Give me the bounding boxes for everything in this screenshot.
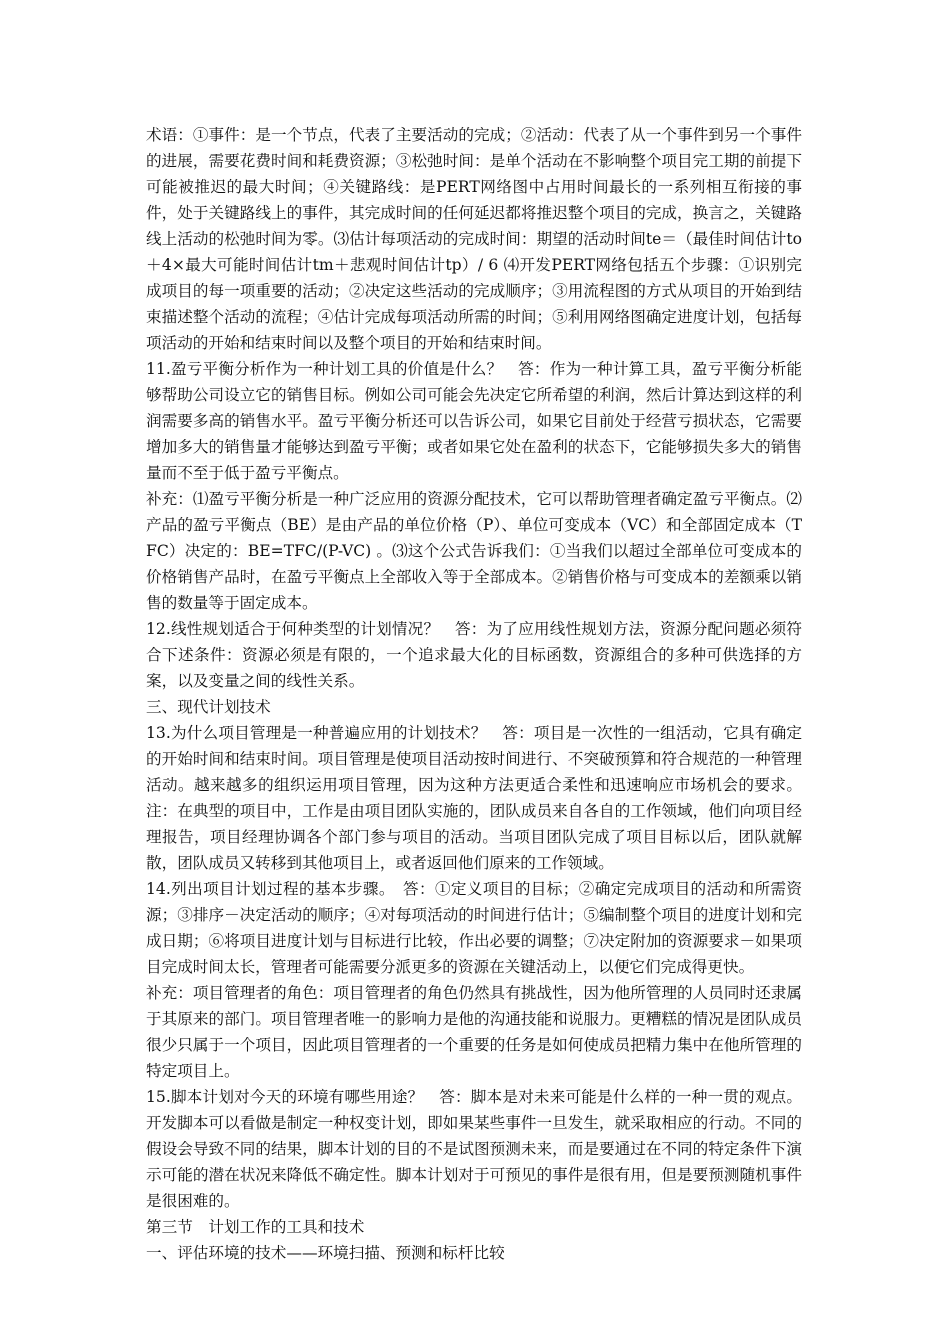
terminology-paragraph: 术语：①事件：是一个节点，代表了主要活动的完成；②活动：代表了从一个事件到另一个事件的进展，需要花费时间和耗费资源；③松弛时间：是单个活动在不影响整个项目完工期的前提下可能被推迟的最大时间；④关键路线：是PERT网络图中占用时间最长的一系列相互衔接的事件，处于关键路线上的事件，其完成时间的任何延迟都将推迟整个项目的完成，换言之，关键路线上活动的松弛时间为零。⑶估计每项活动的完成时间：期望的活动时间te＝（最佳时间估计to＋4×最大可能时间估计tm＋悲观时间估计tp）/ 6 ⑷开发PERT网络包括五个步骤：①识别完成项目的每一项重要的活动；②决定这些活动的完成顺序；③用流程图的方式从项目的开始到结束描述整个活动的流程；④估计完成每项活动所需的时间；⑤利用网络图确定进度计划，包括每项活动的开始和结束时间以及整个项目的开始和结束时间。 <box>146 126 802 352</box>
question-11-paragraph: 11.盈亏平衡分析作为一种计划工具的价值是什么？ 答：作为一种计算工具，盈亏平衡分析能够帮助公司设立它的销售目标。例如公司可能会先决定它所希望的利润，然后计算达到这样的利润需要多高的销售水平。盈亏平衡分析还可以告诉公司，如果它目前处于经营亏损状态，它需要增加多大的销售量才能够达到盈亏平衡；或者如果它处在盈利的状态下，它能够损失多大的销售量而不至于低于盈亏平衡点。 <box>146 360 802 482</box>
question-15-paragraph: 15.脚本计划对今天的环境有哪些用途？ 答：脚本是对未来可能是什么样的一种一贯的观点。开发脚本可以看做是制定一种权变计划，即如果某些事件一旦发生，就采取相应的行动。不同的假设会导致不同的结果，脚本计划的目的不是试图预测未来，而是要通过在不同的特定条件下演示可能的潜在状况来降低不确定性。脚本计划对于可预见的事件是很有用，但是要预测随机事件是很困难的。 <box>146 1088 802 1210</box>
subsection-heading-environment-assessment: 一、评估环境的技术——环境扫描、预测和标杆比较 <box>146 1244 505 1262</box>
section-heading-modern-planning: 三、现代计划技术 <box>146 698 271 716</box>
chapter-heading-section-3: 第三节 计划工作的工具和技术 <box>146 1218 365 1236</box>
supplement-breakeven-paragraph: 补充：⑴盈亏平衡分析是一种广泛应用的资源分配技术，它可以帮助管理者确定盈亏平衡点。⑵产品的盈亏平衡点（BE）是由产品的单位价格（P）、单位可变成本（VC）和全部固定成本（TFC）决定的：BE=TFC/(P-VC) 。⑶这个公式告诉我们：①当我们以超过全部单位可变成本的价格销售产品时，在盈亏平衡点上全部收入等于全部成本。②销售价格与可变成本的差额乘以销售的数量等于固定成本。 <box>146 490 802 612</box>
question-12-paragraph: 12.线性规划适合于何种类型的计划情况？ 答：为了应用线性规划方法，资源分配问题必须符合下述条件：资源必须是有限的，一个追求最大化的目标函数，资源组合的多种可供选择的方案，以及变量之间的线性关系。 <box>146 620 802 690</box>
question-14-paragraph: 14.列出项目计划过程的基本步骤。 答：①定义项目的目标；②确定完成项目的活动和所需资源；③排序－决定活动的顺序；④对每项活动的时间进行估计；⑤编制整个项目的进度计划和完成日期；⑥将项目进度计划与目标进行比较，作出必要的调整；⑦决定附加的资源要求－如果项目完成时间太长，管理者可能需要分派更多的资源在关键活动上，以便它们完成得更快。 <box>146 880 802 976</box>
supplement-project-manager-paragraph: 补充：项目管理者的角色：项目管理者的角色仍然具有挑战性，因为他所管理的人员同时还隶属于其原来的部门。项目管理者唯一的影响力是他的沟通技能和说服力。更糟糕的情况是团队成员很少只属于一个项目，因此项目管理者的一个重要的任务是如何使成员把精力集中在他所管理的特定项目上。 <box>146 984 802 1080</box>
question-13-paragraph: 13.为什么项目管理是一种普遍应用的计划技术？ 答：项目是一次性的一组活动，它具有确定的开始时间和结束时间。项目管理是使项目活动按时间进行、不突破预算和符合规范的一种管理活动。越来越多的组织运用项目管理，因为这种方法更适合柔性和迅速响应市场机会的要求。注：在典型的项目中，工作是由项目团队实施的，团队成员来自各自的工作领域，他们向项目经理报告，项目经理协调各个部门参与项目的活动。当项目团队完成了项目目标以后，团队就解散，团队成员又转移到其他项目上，或者返回他们原来的工作领域。 <box>146 724 802 872</box>
document-page <box>146 122 802 1266</box>
